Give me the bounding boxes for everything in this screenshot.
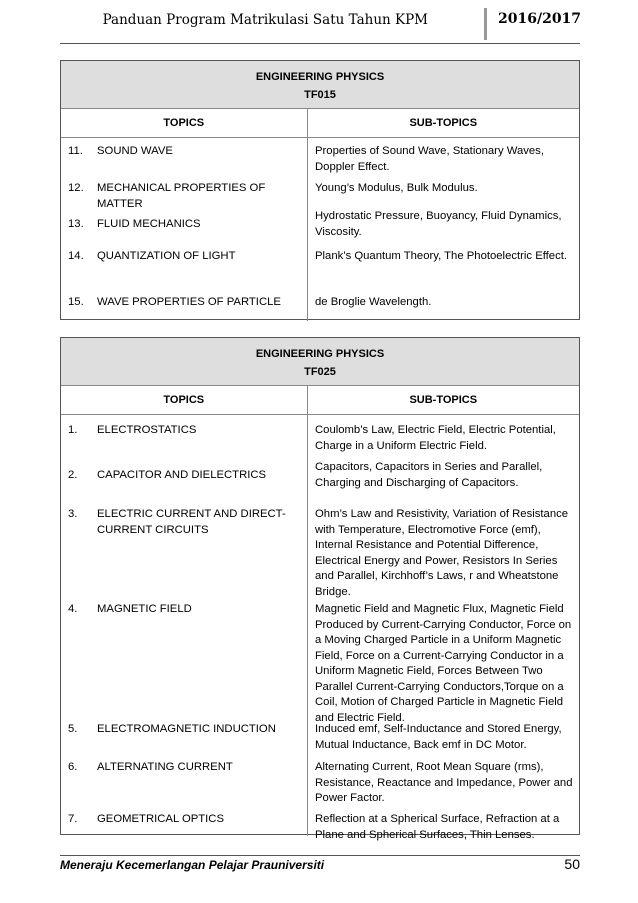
row-number: 4. [68,603,78,615]
row-number: 3. [68,508,78,520]
page-number: 50 [564,856,580,872]
row-topic: MECHANICAL PROPERTIES OF MATTER [97,182,266,210]
row-subtopics: Hydrostatic Pressure, Buoyancy, Fluid Dynamics, Viscosity. [315,210,562,238]
row-topic: SOUND WAVE [97,145,173,157]
header-rule [60,43,580,44]
row-number: 14. [68,250,84,262]
row-number: 2. [68,469,78,481]
column-header-subtopics: SUB-TOPICS [409,394,478,406]
column-header-topics: TOPICS [61,386,308,414]
row-number: 5. [68,723,78,735]
row-subtopics: Ohm’s Law and Resistivity, Variation of Resistance with Temperature, Electromotive Force (emf), Internal Resistance and Potential Difference, Electrical Energy and Power, Resistors In Series and Parallel, Kirchhoff’s Laws, r and Wheatstone Bridge. [315,508,569,598]
header-title: Panduan Program Matrikulasi Satu Tahun KPM [102,12,428,28]
footer-motto: Meneraju Kecemerlangan Pelajar Prauniversiti [60,858,325,872]
row-number: 7. [68,813,78,825]
course-code: TF015 [304,89,336,101]
row-subtopics: Reflection at a Spherical Surface, Refraction at a Plane and Spherical Surfaces, Thin Lenses. [315,813,560,841]
column-divider [307,415,308,836]
table-body [61,415,579,841]
row-topic: QUANTIZATION OF LIGHT [97,250,236,262]
row-subtopics: Alternating Current, Root Mean Square (rms), Resistance, Reactance and Impedance, Power and Power Factor. [315,761,573,804]
row-number: 13. [68,218,84,230]
column-divider [307,138,308,321]
column-header-row [61,386,579,415]
column-header-subtopics: SUB-TOPICS [409,117,478,129]
row-subtopics: de Broglie Wavelength. [315,296,432,308]
footer-rule [60,855,580,856]
row-subtopics: Plank’s Quantum Theory, The Photoelectric Effect. [315,250,568,262]
syllabus-table-tf025 [60,337,580,841]
row-topic: ELECTROSTATICS [97,424,197,436]
column-header-row [61,109,579,138]
table-title-band [61,61,579,109]
table-body [61,138,579,321]
header-separator [484,8,487,40]
row-number: 1. [68,424,78,436]
syllabus-table-tf015 [60,60,580,320]
row-number: 11. [68,145,83,157]
table-title-band [61,338,579,386]
column-header-topics: TOPICS [61,109,308,137]
table-title: ENGINEERING PHYSICS [255,348,385,360]
page-header [60,8,580,38]
row-topic: ELECTROMAGNETIC INDUCTION [97,723,276,735]
row-subtopics: Magnetic Field and Magnetic Flux, Magnetic Field Produced by Current-Carrying Conductor, Force on a Moving Charged Particle in a Uniform Magnetic Field, Force on a Current-Carrying Conductor in a Uniform Magnetic Field, Forces Between Two Parallel Current-Carrying Conductors,Torque on a Coil, Motion of Charged Particle in Magnetic Field and Electric Field. [315,603,572,724]
row-topic: WAVE PROPERTIES OF PARTICLE [97,296,281,308]
row-topic: GEOMETRICAL OPTICS [97,813,225,825]
table-title: ENGINEERING PHYSICS [255,71,385,83]
row-number: 6. [68,761,78,773]
row-subtopics: Coulomb’s Law, Electric Field, Electric Potential, Charge in a Uniform Electric Field. [315,424,556,452]
row-topic: ALTERNATING CURRENT [97,761,233,773]
row-subtopics: Properties of Sound Wave, Stationary Waves, Doppler Effect. [315,145,544,173]
header-year: 2016/2017 [498,11,582,27]
row-topic: ELECTRIC CURRENT AND DIRECT-CURRENT CIRCUITS [97,508,286,536]
row-number: 12. [68,182,84,194]
row-subtopics: Induced emf, Self-Inductance and Stored Energy, Mutual Inductance, Back emf in DC Motor. [315,723,562,751]
course-code: TF025 [304,366,336,378]
row-topic: CAPACITOR AND DIELECTRICS [97,469,267,481]
row-topic: FLUID MECHANICS [97,218,201,230]
row-topic: MAGNETIC FIELD [97,603,192,615]
row-subtopics: Young’s Modulus, Bulk Modulus. [315,182,478,194]
row-number: 15. [68,296,84,308]
row-subtopics: Capacitors, Capacitors in Series and Parallel, Charging and Discharging of Capacitors. [315,461,543,489]
